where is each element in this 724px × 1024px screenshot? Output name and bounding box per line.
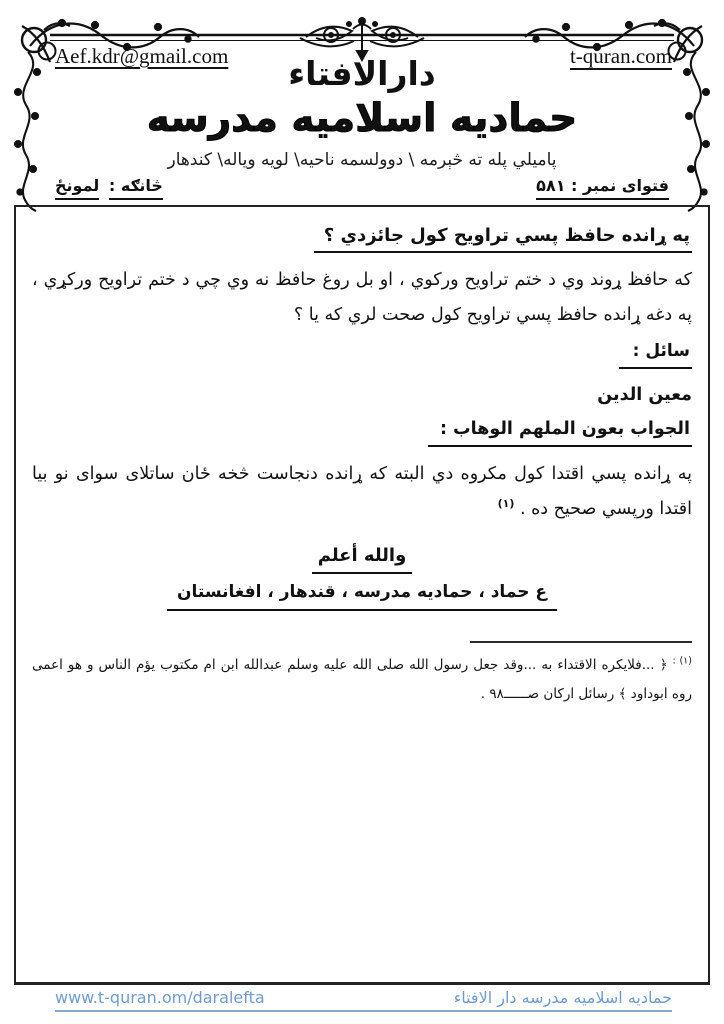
footnote-marker: (١) : bbox=[672, 655, 692, 667]
footnote-separator bbox=[470, 641, 692, 643]
page-footer bbox=[55, 988, 672, 1012]
asker-name: معين الدين bbox=[597, 385, 692, 405]
fatwa-number-line bbox=[536, 176, 669, 195]
footnote-reference: (١) bbox=[497, 497, 515, 511]
email-link[interactable]: Aef.kdr@gmail.com bbox=[55, 44, 229, 68]
fatwa-number bbox=[536, 176, 669, 200]
asker-label-line bbox=[32, 341, 692, 369]
madrasa-title: حماديه اسلاميه مدرسه bbox=[146, 96, 578, 141]
footnote-text: ﴿ ...فلايكره الاقتداء به ...وقد جعل رسول الله صلى الله عليه وسلم عبدالله ابن ام مكتوب يؤم الناس و هو اعمى روه ابوداود ﴾ رسائل اركان صــــــ۹۸ . bbox=[32, 657, 692, 703]
question-title bbox=[32, 225, 692, 253]
answer-text-body: په ړانده پسي اقتدا كول مكروه دي البته كه ړانده دنجاست څخه ځان ساتلای سوای نو بيا اقتدا ورپسي صحيح ده . bbox=[32, 464, 692, 519]
answer-heading bbox=[32, 419, 692, 447]
signature-line bbox=[32, 582, 692, 611]
category-line bbox=[55, 176, 167, 195]
footer-site-title-link[interactable]: حماديه اسلاميه مدرسه دار الافتاء bbox=[453, 988, 672, 1007]
question-text: كه حافظ ړوند وي د ختم تراويح وركوي ، او بل روغ حافظ نه وي چي د ختم تراويح وركړي ، په دغه ړانده حافظ پسي تراويح كول صحت لري كه يا ؟ bbox=[32, 270, 692, 325]
footnote bbox=[32, 651, 692, 709]
category-value: لمونځ bbox=[55, 176, 99, 200]
fatwa-number-value: ۵۸۱ bbox=[536, 176, 566, 195]
signature-text: ع حماد ، حماديه مدرسه ، قندهار ، افغانستان bbox=[167, 582, 557, 611]
tasliya-line bbox=[32, 545, 692, 574]
letterhead bbox=[0, 0, 724, 205]
fatwa-number-label: فتوای نمبر : bbox=[571, 176, 669, 195]
category-label: څانګه : bbox=[109, 176, 163, 200]
fatwa-body-box bbox=[14, 205, 710, 985]
answer-heading-text: الجواب بعون الملهم الوهاب : bbox=[428, 419, 692, 447]
website-link[interactable]: t-quran.com bbox=[569, 44, 672, 68]
address-line: پاميلي پله ته څېرمه \ دوولسمه ناحيه\ لويه وياله\ کندهار bbox=[167, 150, 557, 170]
footer-url-link[interactable]: www.t-quran.om/daralefta bbox=[55, 988, 265, 1007]
answer-text bbox=[32, 457, 692, 527]
question-title-text: په ړانده حافظ پسي تراويح کول جائزدي ؟ bbox=[314, 225, 692, 253]
tasliya-text: والله أعلم bbox=[312, 545, 413, 574]
daralifta-title: دارالافتاء bbox=[288, 54, 436, 93]
asker-label: سائل : bbox=[619, 341, 692, 369]
